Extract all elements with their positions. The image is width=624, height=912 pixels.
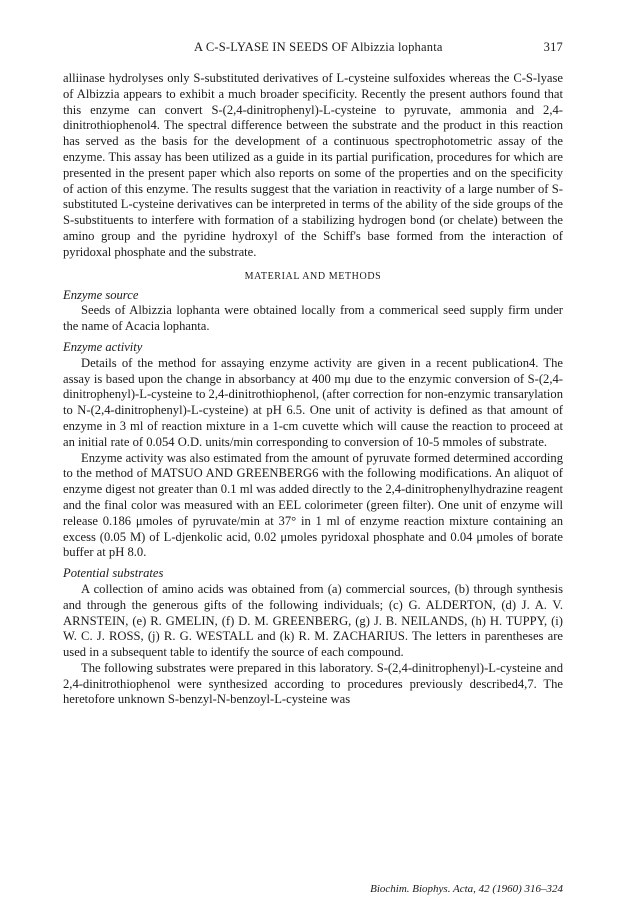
running-header <box>63 40 563 60</box>
enzyme-activity-paragraph-2: Enzyme activity was also estimated from the amount of pyruvate formed determined according to the method of MATSUO AND GREENBERG6 with the following modifications. An aliquot of enzyme digest not greater than 0.1 ml was added directly to the 2,4-dinitrophenylhydrazine reagent and the final color was measured with an EEL colorimeter (green filter). One unit of enzyme will release 0.186 μmoles of pyruvate/min at 37° in 1 ml of enzyme reaction mixture containing an excess (0.05 M) of L-djenkolic acid, 0.02 μmoles pyridoxal phosphate and 0.04 μmoles of borate buffer at pH 8.0. <box>63 450 563 560</box>
running-title: A C-S-LYASE IN SEEDS OF Albizzia lophanta <box>194 40 443 54</box>
subheading-enzyme-activity: Enzyme activity <box>63 339 143 354</box>
substrates-paragraph-2: The following substrates were prepared in this laboratory. S-(2,4-dinitrophenyl)-L-cysteine and 2,4-dinitrothiophenol were synthesized according to procedures previously described4,7. The heretofore unknown S-benzyl-N-benzoyl-L-cysteine was <box>63 660 563 707</box>
subheading-potential-substrates: Potential substrates <box>63 566 164 581</box>
section-heading: MATERIAL AND METHODS <box>244 270 382 282</box>
subheading-enzyme-source: Enzyme source <box>63 287 139 302</box>
enzyme-activity-paragraph-1: Details of the method for assaying enzyme activity are given in a recent publication4. The assay is based upon the change in absorbancy at 400 mμ due to the enzymic conversion of S-(2,4-dinitrophenyl)-L-cysteine to 2,4-dinitrothiophenol, (after correction for non-enzymic transarylation to N-(2,4-dinitrophenyl)-L-cysteine) at pH 6.5. One unit of activity is defined as that amount of enzyme in 3 ml of reaction mixture in a 1-cm cuvette which will cause the reaction to proceed at an initial rate of 0.054 O.D. units/min corresponding to conversion of 10-5 mmoles of substrate. <box>63 355 563 449</box>
intro-paragraph: alliinase hydrolyses only S-substituted derivatives of L-cysteine sulfoxides whereas the C-S-lyase of Albizzia appears to exhibit a much broader specificity. Recently the present authors found that this enzyme can convert S-(2,4-dinitrophenyl)-L-cysteine to pyruvate, ammonia and 2,4-dinitrothiophenol4. The spectral difference between the substrate and the product in this reaction has served as the basis for the development of a continuous spectrophotometric assay of the enzyme. This assay has been utilized as a guide in its partial purification, procedures for which are presented in the present paper which also reports on some of the properties and on the specificity of action of this enzyme. The results suggest that the variation in reactivity of a large number of S-substituted L-cysteine derivatives can be interpreted in terms of the ability of the side groups of the S-substituents to interfere with formation of a stabilizing hydrogen bond (or chelate) between the amino group and the pyridine hydroxyl of the Schiff's base formed from the interaction of pyridoxal phosphate and the substrate. <box>63 71 563 259</box>
enzyme-source-paragraph: Seeds of Albizzia lophanta were obtained locally from a commerical seed supply firm under the name of Acacia lophanta. <box>63 303 563 334</box>
journal-citation: Biochim. Biophys. Acta, 42 (1960) 316–324 <box>370 883 563 895</box>
substrates-paragraph-1: A collection of amino acids was obtained from (a) commercial sources, (b) through synthesis and through the generous gifts of the following individuals; (c) G. ALDERTON, (d) J. A. V. ARNSTEIN, (e) R. GMELIN, (f) D. M. GREENBERG, (g) J. B. NEILANDS, (h) H. TUPPY, (i) W. C. J. ROSS, (j) R. G. WESTALL and (k) R. M. ZACHARIUS. The letters in parentheses are used in a subsequent table to identify the source of each compound. <box>63 581 563 660</box>
page <box>63 40 563 895</box>
page-number: 317 <box>543 40 563 54</box>
